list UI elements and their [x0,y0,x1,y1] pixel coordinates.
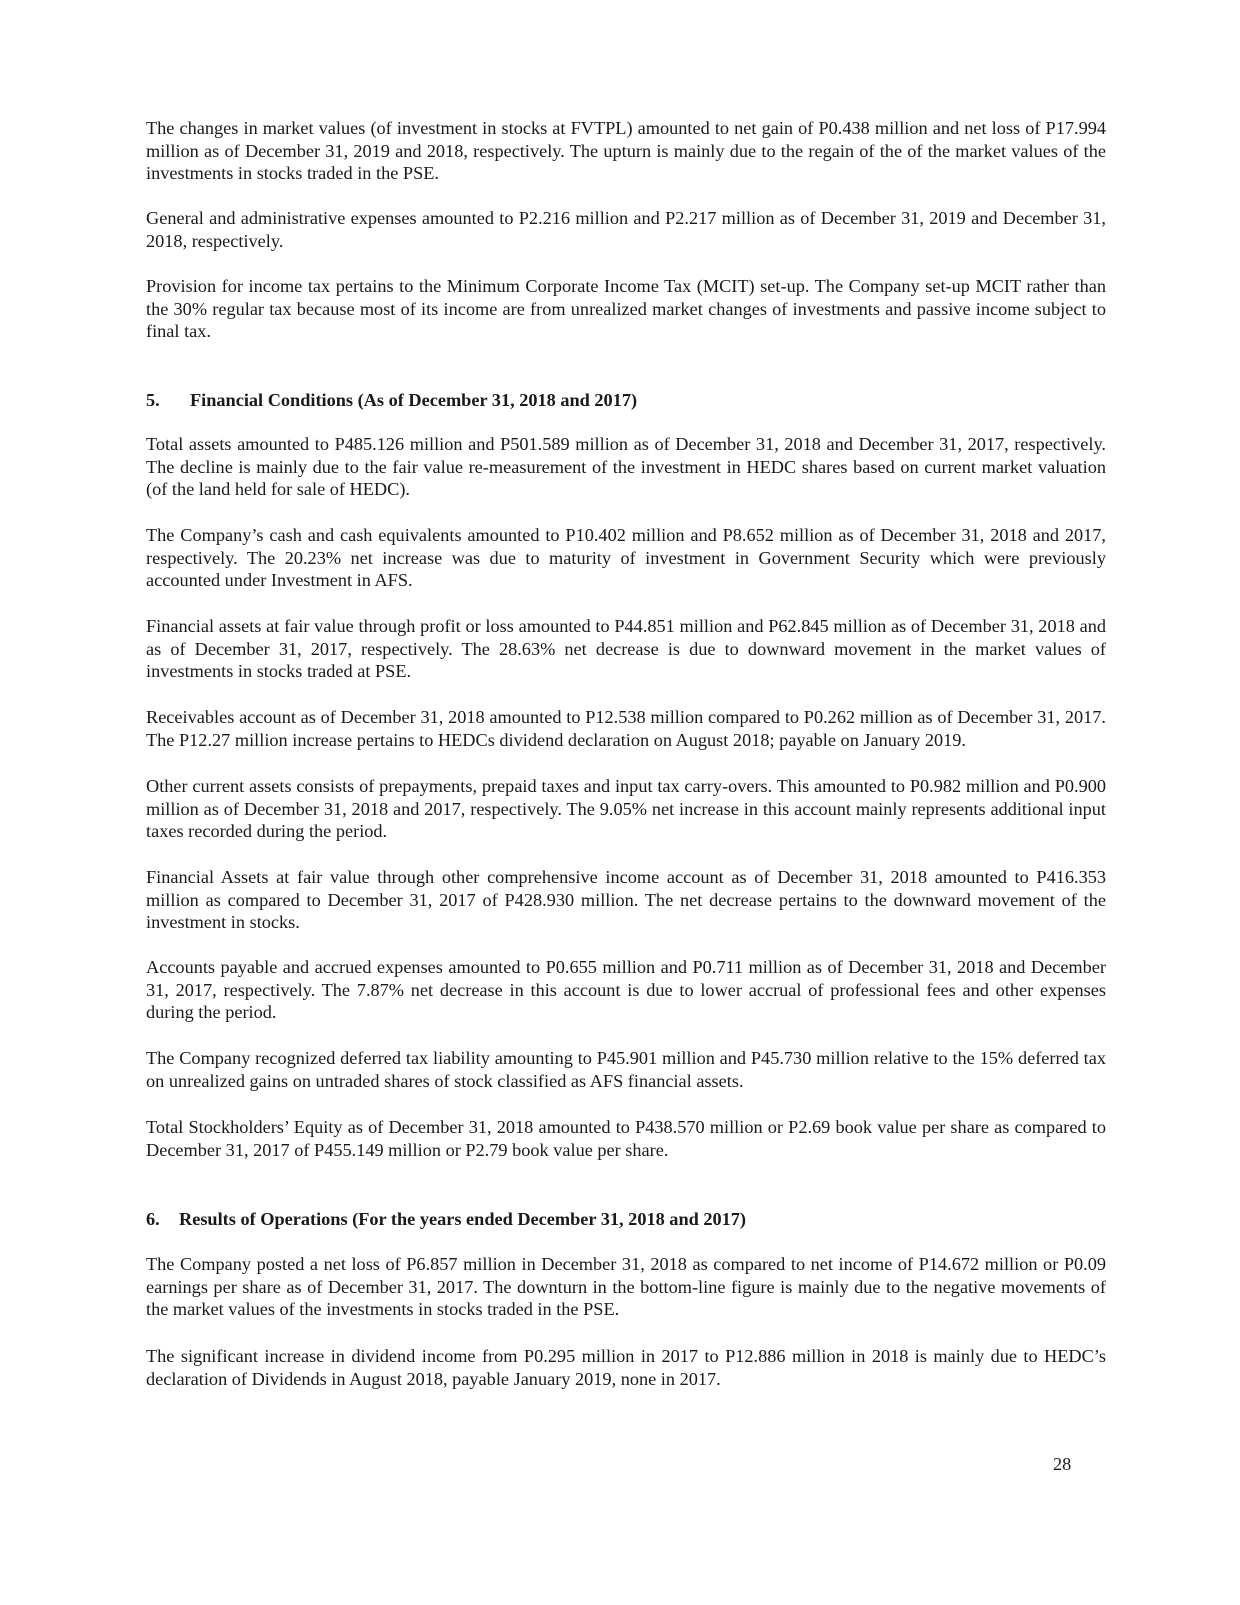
page-number: 28 [1053,1454,1072,1474]
paragraph-market-values: The changes in market values (of investment in stocks at FVTPL) amounted to net gain of P0.438 million and net loss of P17.994 million as of December 31, 2019 and 2018, respectively. The upturn is mainly due to the regain of the of the market values of the investments in stocks traded in the PSE. [146,118,1106,184]
section-5-heading [146,389,637,412]
paragraph-fvoci-assets: Financial Assets at fair value through other comprehensive income account as of December 31, 2018 amounted to P416.353 million as compared to December 31, 2017 of P428.930 million. The net decrease pertains to the downward movement of the investment in stocks. [146,867,1106,933]
paragraph-net-loss: The Company posted a net loss of P6.857 million in December 31, 2018 as compared to net income of P14.672 million or P0.09 earnings per share as of December 31, 2017. The downturn in the bottom-line figure is mainly due to the negative movements of the market values of the investments in stocks traded in the PSE. [146,1254,1106,1320]
paragraph-stockholders-equity: Total Stockholders’ Equity as of December 31, 2018 amounted to P438.570 million or P2.69 book value per share as compared to December 31, 2017 of P455.149 million or P2.79 book value per share. [146,1117,1106,1160]
section-6-title: Results of Operations (For the years ended December 31, 2018 and 2017) [179,1209,747,1229]
paragraph-cash-equivalents: The Company’s cash and cash equivalents amounted to P10.402 million and P8.652 million as of December 31, 2018 and 2017, respectively. The 20.23% net increase was due to maturity of investment in Government Security which were previously accounted under Investment in AFS. [146,525,1106,591]
section-5-number: 5. [146,390,160,410]
paragraph-receivables: Receivables account as of December 31, 2018 amounted to P12.538 million compared to P0.262 million as of December 31, 2017. The P12.27 million increase pertains to HEDCs dividend declaration on August 2018; payable on January 2019. [146,707,1106,750]
section-5-title: Financial Conditions (As of December 31, 2018 and 2017) [190,390,638,410]
paragraph-total-assets: Total assets amounted to P485.126 million and P501.589 million as of December 31, 2018 and December 31, 2017, respectively. The decline is mainly due to the fair value re-measurement of the investment in HEDC shares based on current market valuation (of the land held for sale of HEDC). [146,434,1106,500]
paragraph-accounts-payable: Accounts payable and accrued expenses amounted to P0.655 million and P0.711 million as of December 31, 2018 and December 31, 2017, respectively. The 7.87% net decrease in this account is due to lower accrual of professional fees and other expenses during the period. [146,957,1106,1023]
paragraph-dividend-income: The significant increase in dividend income from P0.295 million in 2017 to P12.886 million in 2018 is mainly due to HEDC’s declaration of Dividends in August 2018, payable January 2019, none in 2017. [146,1346,1106,1389]
paragraph-other-current-assets: Other current assets consists of prepayments, prepaid taxes and input tax carry-overs. This amounted to P0.982 million and P0.900 million as of December 31, 2018 and 2017, respectively. The 9.05% net increase in this account mainly represents additional input taxes recorded during the period. [146,776,1106,842]
paragraph-income-tax: Provision for income tax pertains to the Minimum Corporate Income Tax (MCIT) set-up. The Company set-up MCIT rather than the 30% regular tax because most of its income are from unrealized market changes of investments and passive income subject to final tax. [146,276,1106,342]
paragraph-fvtpl-assets: Financial assets at fair value through profit or loss amounted to P44.851 million and P62.845 million as of December 31, 2018 and as of December 31, 2017, respectively. The 28.63% net decrease is due to downward movement in the market values of investments in stocks traded at PSE. [146,616,1106,682]
section-6-heading [146,1208,746,1231]
paragraph-admin-expenses: General and administrative expenses amounted to P2.216 million and P2.217 million as of December 31, 2019 and December 31, 2018, respectively. [146,208,1106,251]
paragraph-deferred-tax: The Company recognized deferred tax liability amounting to P45.901 million and P45.730 million relative to the 15% deferred tax on unrealized gains on untraded shares of stock classified as AFS financial assets. [146,1048,1106,1091]
section-6-number: 6. [146,1209,160,1229]
